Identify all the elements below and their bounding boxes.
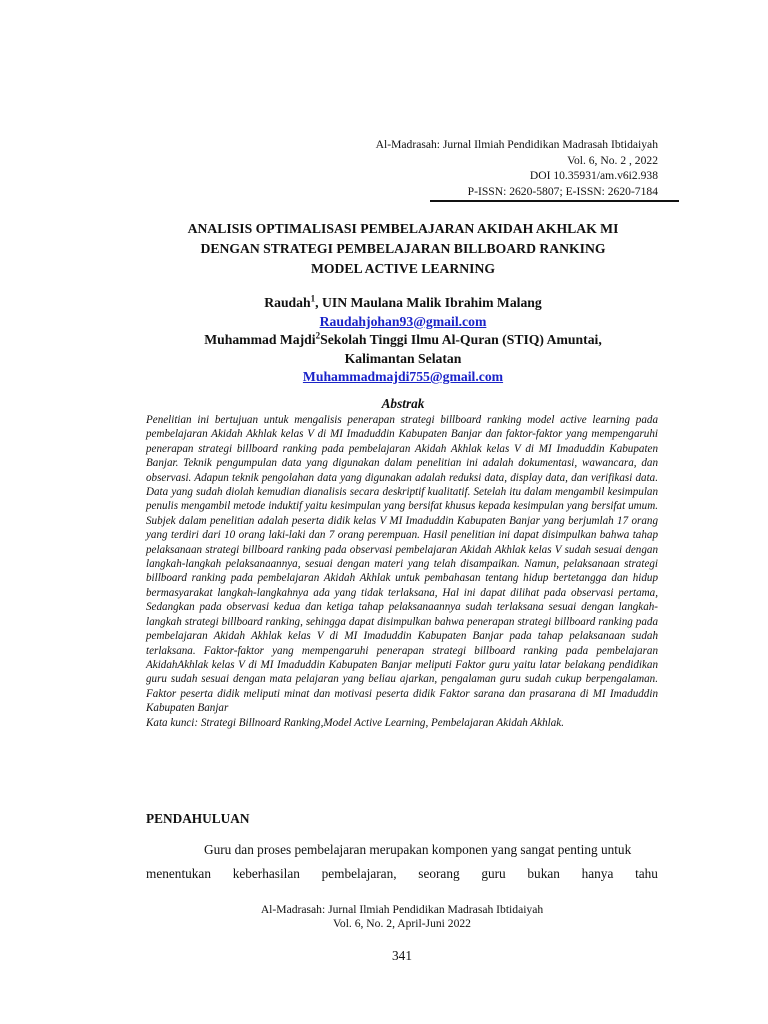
intro-line-2 [146, 862, 658, 886]
page-number: 341 [392, 948, 412, 963]
author-1-name: Raudah [264, 295, 311, 310]
intro-word: menentukan [146, 866, 211, 881]
author-2-name: Muhammad Majdi [204, 332, 316, 347]
intro-word: keberhasilan [232, 866, 300, 881]
section-heading: PENDAHULUAN [146, 811, 250, 826]
intro-paragraph [146, 838, 658, 886]
intro-word: hanya [581, 866, 614, 881]
intro-word: seorang [418, 866, 460, 881]
abstract-body [146, 413, 658, 730]
footer-journal: Al-Madrasah: Jurnal Ilmiah Pendidikan Madrasah Ibtidaiyah [260, 903, 544, 916]
header-issn: P-ISSN: 2620-5807; E-ISSN: 2620-7184 [467, 184, 658, 198]
author-1-email-link[interactable]: Raudahjohan93@gmail.com [319, 313, 487, 329]
intro-word: tahu [635, 866, 658, 881]
author-1-sup: 1 [310, 293, 316, 304]
title-line-2: DENGAN STRATEGI PEMBELAJARAN BILLBOARD RANKING [200, 241, 606, 256]
author-block [100, 294, 706, 387]
author-2 [100, 331, 706, 350]
header-rule [430, 200, 679, 202]
header-journal: Al-Madrasah: Jurnal Ilmiah Pendidikan Madrasah Ibtidaiyah [375, 138, 658, 151]
header-volume: Vol. 6, No. 2 , 2022 [567, 153, 658, 167]
footer-volume: Vol. 6, No. 2, April-Juni 2022 [333, 917, 471, 930]
paper-title [110, 219, 696, 279]
header-doi: DOI 10.35931/am.v6i2.938 [529, 169, 658, 182]
author-1 [100, 294, 706, 313]
running-footer [146, 903, 658, 931]
intro-word: pembelajaran, [321, 866, 397, 881]
abstract-keywords: Kata kunci: Strategi Billnoard Ranking,Model Active Learning, Pembelajaran Akidah Akhlak. [146, 716, 564, 729]
author-2-sup: 2 [315, 330, 321, 341]
abstract-heading: Abstrak [381, 396, 425, 411]
intro-line-1: Guru dan proses pembelajaran merupakan komponen yang sangat penting untuk [204, 842, 632, 857]
running-header [238, 137, 658, 199]
title-line-3: MODEL ACTIVE LEARNING [310, 261, 496, 276]
author-1-affiliation: , UIN Maulana Malik Ibrahim Malang [315, 295, 542, 310]
author-2-affiliation: Sekolah Tinggi Ilmu Al-Quran (STIQ) Amuntai, [320, 332, 602, 347]
intro-word: bukan [527, 866, 560, 881]
title-line-1: ANALISIS OPTIMALISASI PEMBELAJARAN AKIDAH AKHLAK MI [187, 221, 619, 236]
author-2-email-link[interactable]: Muhammadmajdi755@gmail.com [302, 369, 504, 384]
abstract-text: Penelitian ini bertujuan untuk mengalisis penerapan strategi billboard ranking model active learning pada pembelajaran Akidah Akhlak kelas V di MI Imaduddin Kabupaten Banjar dan faktor-faktor yang mempengaruhi penerapan strategi billboard ranking pada pembelajaran Akidah Akhlak kelas V di MI Imaduddin Kabupaten Banjar. Teknik pengumpulan data yang digunakan dalam penelitian ini adalah dokumentasi, wawancara, dan observasi. Adapun teknik pengolahan data yang digunakan adalah reduksi data, display data, dan verifikasi data. Data yang sudah diolah kemudian dianalisis secara deskriptif kualitatif. Setelah itu dalam mengambil kesimpulan penulis mengambil metode induktif yaitu kesimpulan yang bersifat khusus kepada kesimpulan yang bersifat umum. Subjek dalam penelitian adalah peserta didik kelas V MI Imaduddin Kabupaten Banjar yang berjumlah 17 orang yang terdiri dari 10 orang laki-laki dan 7 orang perempuan. Hasil penelitian ini dapat disimpulkan bahwa tahap pelaksanaan strategi billboard ranking pada observasi pembelajaran Akidah Akhlak kelas V sudah sesuai dengan langkah-langkah pelaksanaannya, sesuai dengan materi yang telah disampaikan. Namun, pelaksanaan strategi billboard ranking pada pembelajaran Akidah Akhlak untuk pembahasan tentang hidup bertetangga dan hidup bermasyarakat langkah-langkahnya ada yang tidak terlaksana, Hal ini dapat dilihat pada observasi pertama, Sedangkan pada observasi kedua dan ketiga tahap pelaksanaannya sudah terlaksana sesuai dengan langkah-langkah strategi billboard ranking, sehingga dapat disimpulkan bahwa penerapan strategi billboard ranking pada pembelajaran Akidah Akhlak kelas V di MI Imaduddin Kabupaten Banjar pada tahap pelaksanaan sudah terlaksana. Faktor-faktor yang mempengaruhi penerapan strategi billboard ranking pada pembelajaran AkidahAkhlak kelas V di MI Imaduddin Kabupaten Banjar meliputi Faktor guru yaitu latar belakang pendidikan guru sudah sesuai dengan mata pelajaran yang beliau ajarkan, pengalaman guru sudah cukup berpengalaman. Faktor peserta didik meliputi minat dan motivasi peserta didik Faktor sarana dan prasarana di MI Imaduddin Kabupaten Banjar [146, 414, 658, 715]
intro-word: guru [481, 866, 506, 881]
author-2-affiliation-line2: Kalimantan Selatan [344, 350, 462, 366]
